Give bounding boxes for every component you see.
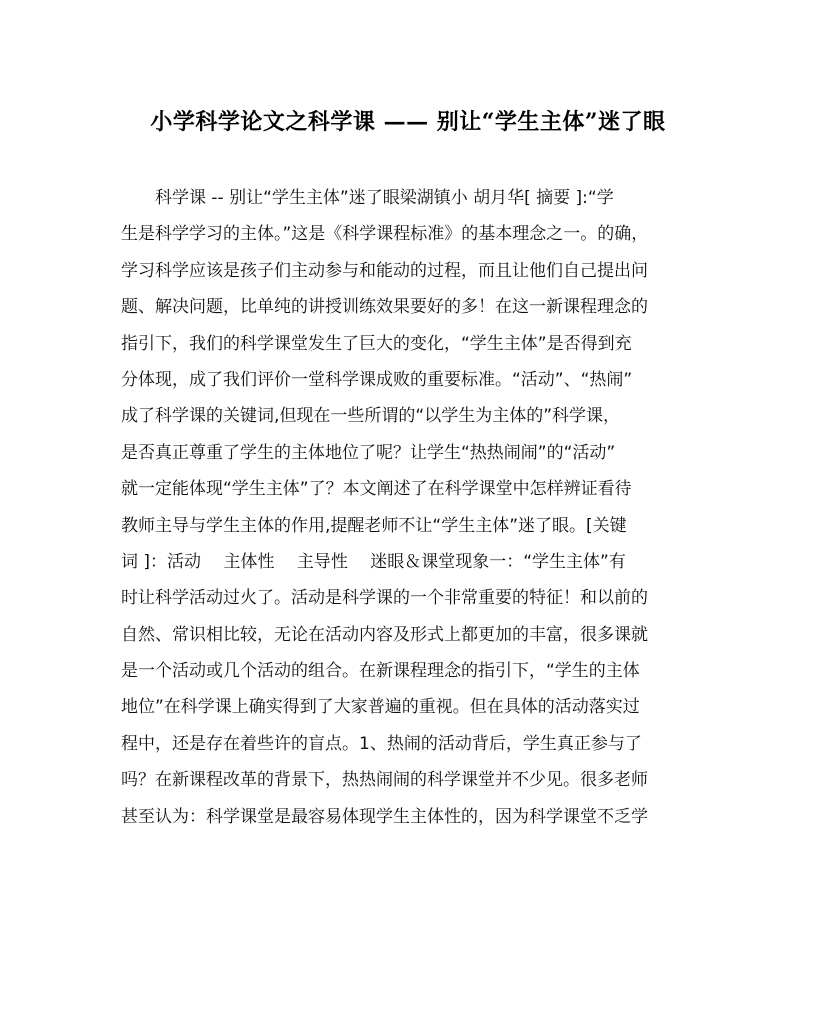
body-line: 学习科学应该是孩子们主动参与和能动的过程，而且让他们自己提出问 [121,260,648,281]
body-line: 自然、常识相比较，无论在活动内容及形式上都更加的丰富，很多课就 [121,624,648,645]
body-line: 生是科学学习的主体。”这是《科学课程标准》的基本理念之一。的确， [121,224,649,245]
body-line: 时让科学活动过火了。活动是科学课的一个非常重要的特征！和以前的 [121,588,648,609]
body-line: 题、解决问题，比单纯的讲授训练效果要好的多！在这一新课程理念的 [121,297,648,318]
body-line: 是一个活动或几个活动的组合。在新课程理念的指引下，“学生的主体 [121,661,640,682]
body-line: 就一定能体现“学生主体”了？本文阐述了在科学课堂中怎样辨证看待 [121,479,632,500]
document-body [121,180,697,835]
body-line: 指引下，我们的科学课堂发生了巨大的变化，“学生主体”是否得到充 [121,333,632,354]
body-line: 地位”在科学课上确实得到了大家普遍的重视。但在具体的活动落实过 [121,697,640,718]
body-line: 科学课 -- 别让“学生主体”迷了眼梁湖镇小 胡月华[ 摘要 ]:“学 [155,188,614,208]
body-line: 程中，还是存在着些许的盲点。1、热闹的活动背后，学生真正参与了 [121,733,642,754]
body-line: 甚至认为：科学课堂是最容易体现学生主体性的，因为科学课堂不乏学 [121,806,648,827]
body-line: 教师主导与学生主体的作用,提醒老师不让“学生主体”迷了眼。[关键 [121,515,627,536]
body-line: 词 ]：活动 主体性 主导性 迷眼＆课堂现象一：“学生主体”有 [121,551,626,572]
document-title: 小学科学论文之科学课 —— 别让“学生主体”迷了眼 [150,109,666,135]
body-line: 分体现，成了我们评价一堂科学课成败的重要标准。“活动”、“热闹” [121,369,633,390]
body-line: 是否真正尊重了学生的主体地位了呢？让学生“热热闹闹”的“活动” [121,442,616,463]
body-line: 吗？在新课程改革的背景下，热热闹闹的科学课堂并不少见。很多老师 [121,770,648,791]
body-line: 成了科学课的关键词,但现在一些所谓的“以学生为主体的”科学课， [121,406,621,427]
